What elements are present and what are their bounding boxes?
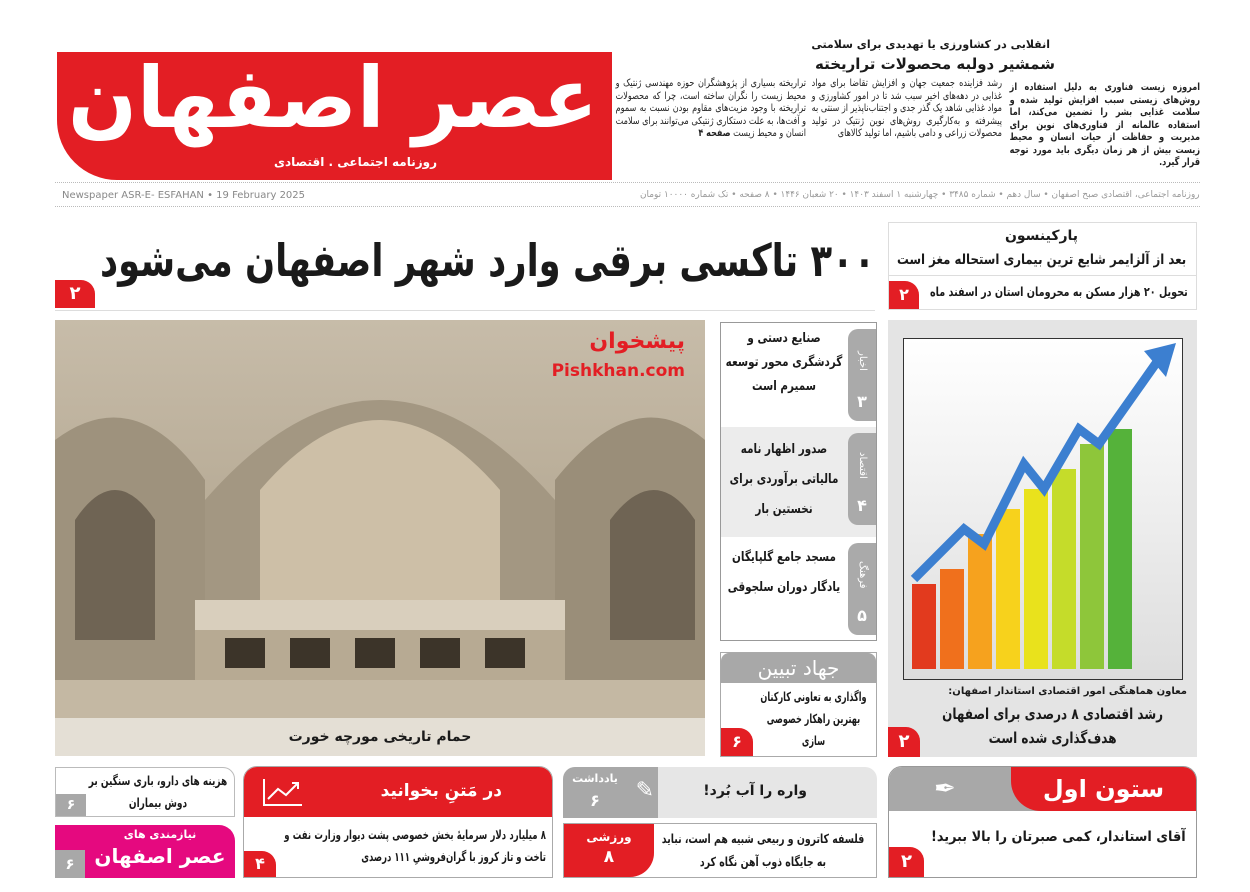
note-label: یادداشت [572, 772, 618, 785]
side-news-item[interactable] [720, 427, 877, 537]
section-tab-label: اقتصاد [857, 451, 868, 479]
jahad-tabyin-box[interactable] [720, 652, 877, 757]
section-tab-page: ۵ [857, 606, 867, 625]
read-inside-title: در مَتنِ بخوانید [380, 781, 502, 801]
dateline-english: Newspaper ASR-E- ESFAHAN • 19 February 2025 [62, 190, 306, 201]
sports-page: ۸ [603, 847, 615, 867]
parkinson-box[interactable] [888, 222, 1197, 310]
side-news-text: مسجد جامع گلپایگان یادگار دوران سلجوقی [727, 550, 841, 595]
side-news-item[interactable] [720, 322, 877, 427]
economy-kicker: معاون هماهنگی امور اقتصادی استاندار اصفهان: [948, 686, 1187, 697]
fountain-pen-icon: ✒ [934, 774, 956, 804]
growth-chart-svg [904, 339, 1182, 679]
drug-costs-box[interactable] [55, 767, 235, 817]
jahad-title: جهاد تبیین [721, 653, 876, 683]
parkinson-title: پارکینسون [1004, 228, 1079, 244]
main-headline-box[interactable] [100, 226, 875, 296]
classifieds-label: نیازمندی های [123, 828, 197, 841]
sports-text: فلسفه کاترون و ربیعی شبیه هم است، نباید به جایگاه ذوب آهن نگاه کرد [661, 831, 865, 869]
note-page: ۶ [590, 791, 600, 810]
note-box[interactable] [563, 767, 877, 818]
section-tab-label: اخبار [857, 351, 868, 371]
photo-caption: حمام تاریخی مورچه خورت [55, 718, 705, 756]
parkinson-subtitle-box [897, 250, 1186, 270]
classifieds-title: عصر اصفهان [94, 844, 226, 868]
note-title: واره را آب بُرد! [703, 783, 807, 799]
drug-costs-page-badge: ۶ [56, 794, 86, 816]
sports-box[interactable] [563, 823, 877, 878]
first-column-title: ستون اول [1011, 767, 1196, 811]
dateline-persian-box [640, 189, 1200, 202]
bar [940, 569, 964, 669]
read-inside-box[interactable] [243, 766, 553, 878]
classifieds-box[interactable] [55, 825, 235, 878]
teaser-title[interactable]: شمشیر دولبه محصولات تراریخته [815, 55, 1055, 73]
watermark-fa: پیشخوان [589, 329, 685, 354]
first-column-box[interactable] [888, 766, 1197, 878]
parkinson-subtitle: بعد از آلزایمر شایع ترین بیماری استحاله مغز است [896, 252, 1186, 268]
newspaper-logo: عصر اصفهان [68, 49, 598, 147]
masthead [57, 49, 612, 180]
teaser-page-ref[interactable]: صفحه ۴ [698, 128, 731, 139]
bar [1024, 489, 1048, 669]
growth-chart-illustration [903, 338, 1183, 680]
classifieds-page-badge: ۶ [55, 850, 85, 878]
section-tab-page: ۳ [857, 392, 867, 411]
parkinson-title-box [897, 226, 1186, 246]
sports-label: ورزشی [586, 830, 632, 844]
bar [1080, 444, 1104, 669]
teaser-column-3 [616, 78, 806, 141]
side-news-text: صنایع دستی و گردشگری محور توسعه سمیرم است [725, 331, 843, 394]
bar [1052, 469, 1076, 669]
tagline: روزنامه اجتماعی . اقتصادی [274, 155, 437, 169]
housing-line-box [930, 283, 1188, 301]
headline-page-badge: ۲ [55, 280, 95, 308]
dateline-persian: روزنامه اجتماعی، اقتصادی صبح اصفهان • سال دهم • شماره ۳۴۸۵ • چهارشنبه ۱ اسفند ۱۴۰۳ • ۲۰ شعبان ۱۴۴۶ • ۸ صفحه • تک شماره ۱۰۰۰۰ تومان [640, 190, 1200, 200]
bar [912, 584, 936, 669]
teaser-column-1: امروزه زیست فناوری به دلیل استفاده از روش‌های زیستی سبب افزایش تولید شده و سلامت غذایی بشر را تضمین می‌کند، اما استفاده عالمانه از فناوری‌های نوین برای مدیریت و حفاظت از حیات انسان و محیط زیست بیش از هر زمان دیگری باید مورد توجه قرار گیرد. [1009, 82, 1200, 168]
read-inside-page-badge: ۴ [244, 851, 276, 877]
teaser-column-3-text: تراریخته بسیاری از پژوهشگران حوزه مهندسی ژنتیک و محیط زیست را نگران ساخته است، چرا که محصولات تراریخته با وجود مزیت‌های مقاوم بودن نسبت به سموم و آفت‌ها، به علت دستکاری ژنتیکی می‌توانند برای سلامت انسان و محیط زیست [615, 78, 806, 139]
main-headline[interactable]: ۳۰۰ تاکسی برقی وارد شهر اصفهان می‌شود [99, 234, 875, 287]
economy-box[interactable] [888, 320, 1197, 757]
economy-page-badge: ۲ [888, 727, 920, 757]
watermark-en: Pishkhan.com [551, 361, 685, 381]
side-news-text: صدور اظهار نامه مالیاتی برآوردی برای نخستین بار [729, 442, 839, 517]
bathhouse-illustration [55, 320, 705, 756]
side-news-item[interactable] [720, 537, 877, 641]
bar [996, 509, 1020, 669]
read-inside-text: ۸ میلیارد دلار سرمایهٔ بخش خصوصی پشت دیوار وزارت نفت و تاخت و تاز کروز با گران‌فروشیِ ۱۱۱ درصدی [284, 827, 546, 864]
section-tab-label: فرهنگ [857, 561, 868, 589]
jahad-page-badge: ۶ [721, 728, 753, 756]
first-column-text-box [931, 827, 1186, 847]
first-column-text: آقای استاندار، کمی صبرتان را بالا ببرید! [931, 829, 1186, 845]
first-column-page-badge: ۲ [889, 847, 924, 877]
section-tab-page: ۴ [857, 496, 867, 515]
teaser-column-2: رشد فزاینده جمعیت جهان و افزایش تقاضا برای مواد غذایی در دهه‌های اخیر سبب شد تا در امور کشاورزی و مواد غذایی شاهد یک گذر جدی و اجتناب‌ناپذیر از سنتی به پیشرفته و به‌کارگیری روش‌های نوین ژنتیک در تولید محصولات زراعی و دامی باشیم، اما تولید کالاهای [811, 78, 1002, 139]
economy-title: رشد اقتصادی ۸ درصدی برای اصفهان هدف‌گذاری شده است [942, 705, 1164, 747]
bar [1108, 429, 1132, 669]
feather-quill-icon: ✎ [635, 778, 654, 803]
newspaper-logo-box [68, 49, 598, 147]
drug-costs-text: هزینه های دارو، باری سنگین بر دوش بیماران [88, 773, 228, 810]
trend-chart-icon [262, 777, 304, 807]
economy-kicker-box [898, 685, 1187, 699]
teaser-kicker: انقلابی در کشاورزی یا تهدیدی برای سلامتی [811, 38, 1050, 51]
bathhouse-photo [55, 320, 705, 756]
housing-line: تحویل ۲۰ هزار مسکن به محرومان استان در اسفند ماه [930, 284, 1188, 299]
jahad-text: واگذاری به تعاونی کارکنان بهترین راهکار خصوصی سازی [760, 689, 867, 748]
parkinson-page-badge: ۲ [889, 281, 919, 309]
bar [968, 534, 992, 669]
